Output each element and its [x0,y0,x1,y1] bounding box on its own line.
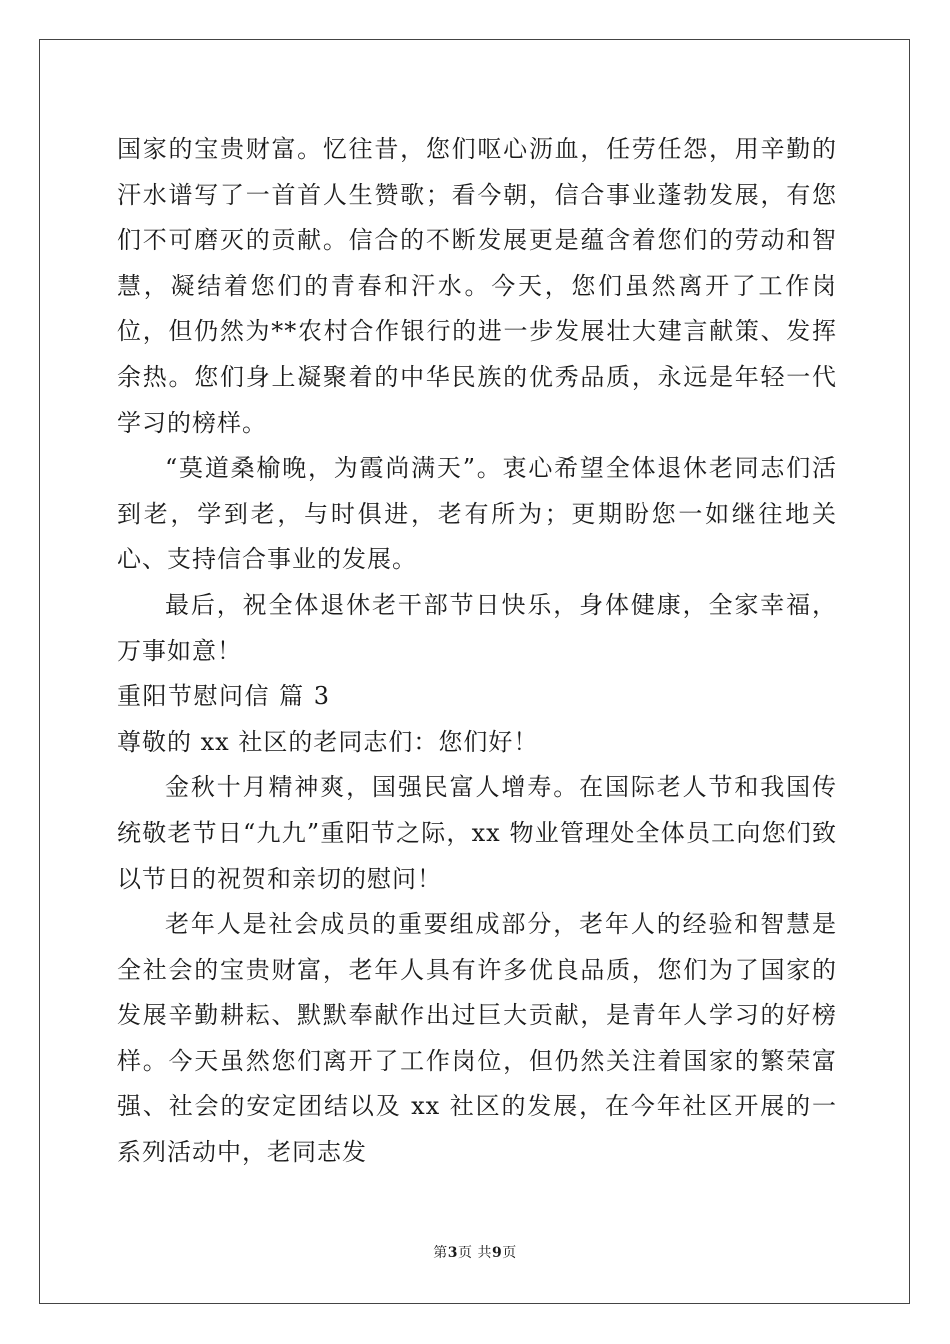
paragraph: 金秋十月精神爽，国强民富人增寿。在国际老人节和我国传统敬老节日“九九”重阳节之际，xx 物业管理处全体员工向您们致以节日的祝贺和亲切的慰问！ [117,773,837,893]
page-suffix: 页 [502,1245,517,1261]
page-prefix: 第 [433,1245,448,1261]
page-total-number: 9 [491,1245,503,1261]
paragraph: 最后，祝全体退休老干部节日快乐，身体健康，全家幸福，万事如意！ [117,590,837,665]
paragraph: “莫道桑榆晚，为霞尚满天”。衷心希望全体退休老同志们活到老，学到老，与时俱进，老有所为；更期盼您一如继往地关心、支持信合事业的发展。 [117,454,837,574]
document-body [117,127,837,1176]
paragraph: 老年人是社会成员的重要组成部分，老年人的经验和智慧是全社会的宝贵财富，老年人具有许多优良品质，您们为了国家的发展辛勤耕耘、默默奉献作出过巨大贡献，是青年人学习的好榜样。今天虽然您们离开了工作岗位，但仍然关注着国家的繁荣富强、社会的安定团结以及 xx 社区的发展，在今年社区开展的一系列活动中，老同志发 [117,910,837,1167]
page-current-number: 3 [447,1245,459,1261]
salutation: 尊敬的 xx 社区的老同志们：您们好！ [117,727,539,756]
page-mid: 页 共 [458,1245,492,1261]
section-heading: 重阳节慰问信 篇 3 [117,682,331,711]
paragraph: 国家的宝贵财富。忆往昔，您们呕心沥血，任劳任怨，用辛勤的汗水谱写了一首首人生赞歌；看今朝，信合事业蓬勃发展，有您们不可磨灭的贡献。信合的不断发展更是蕴含着您们的劳动和智慧，凝结着您们的青春和汗水。今天，您们虽然离开了工作岗位，但仍然为**农村合作银行的进一步发展壮大建言献策、发挥余热。您们身上凝聚着的中华民族的优秀品质，永远是年轻一代学习的榜样。 [117,135,837,437]
page-footer [0,1243,950,1263]
